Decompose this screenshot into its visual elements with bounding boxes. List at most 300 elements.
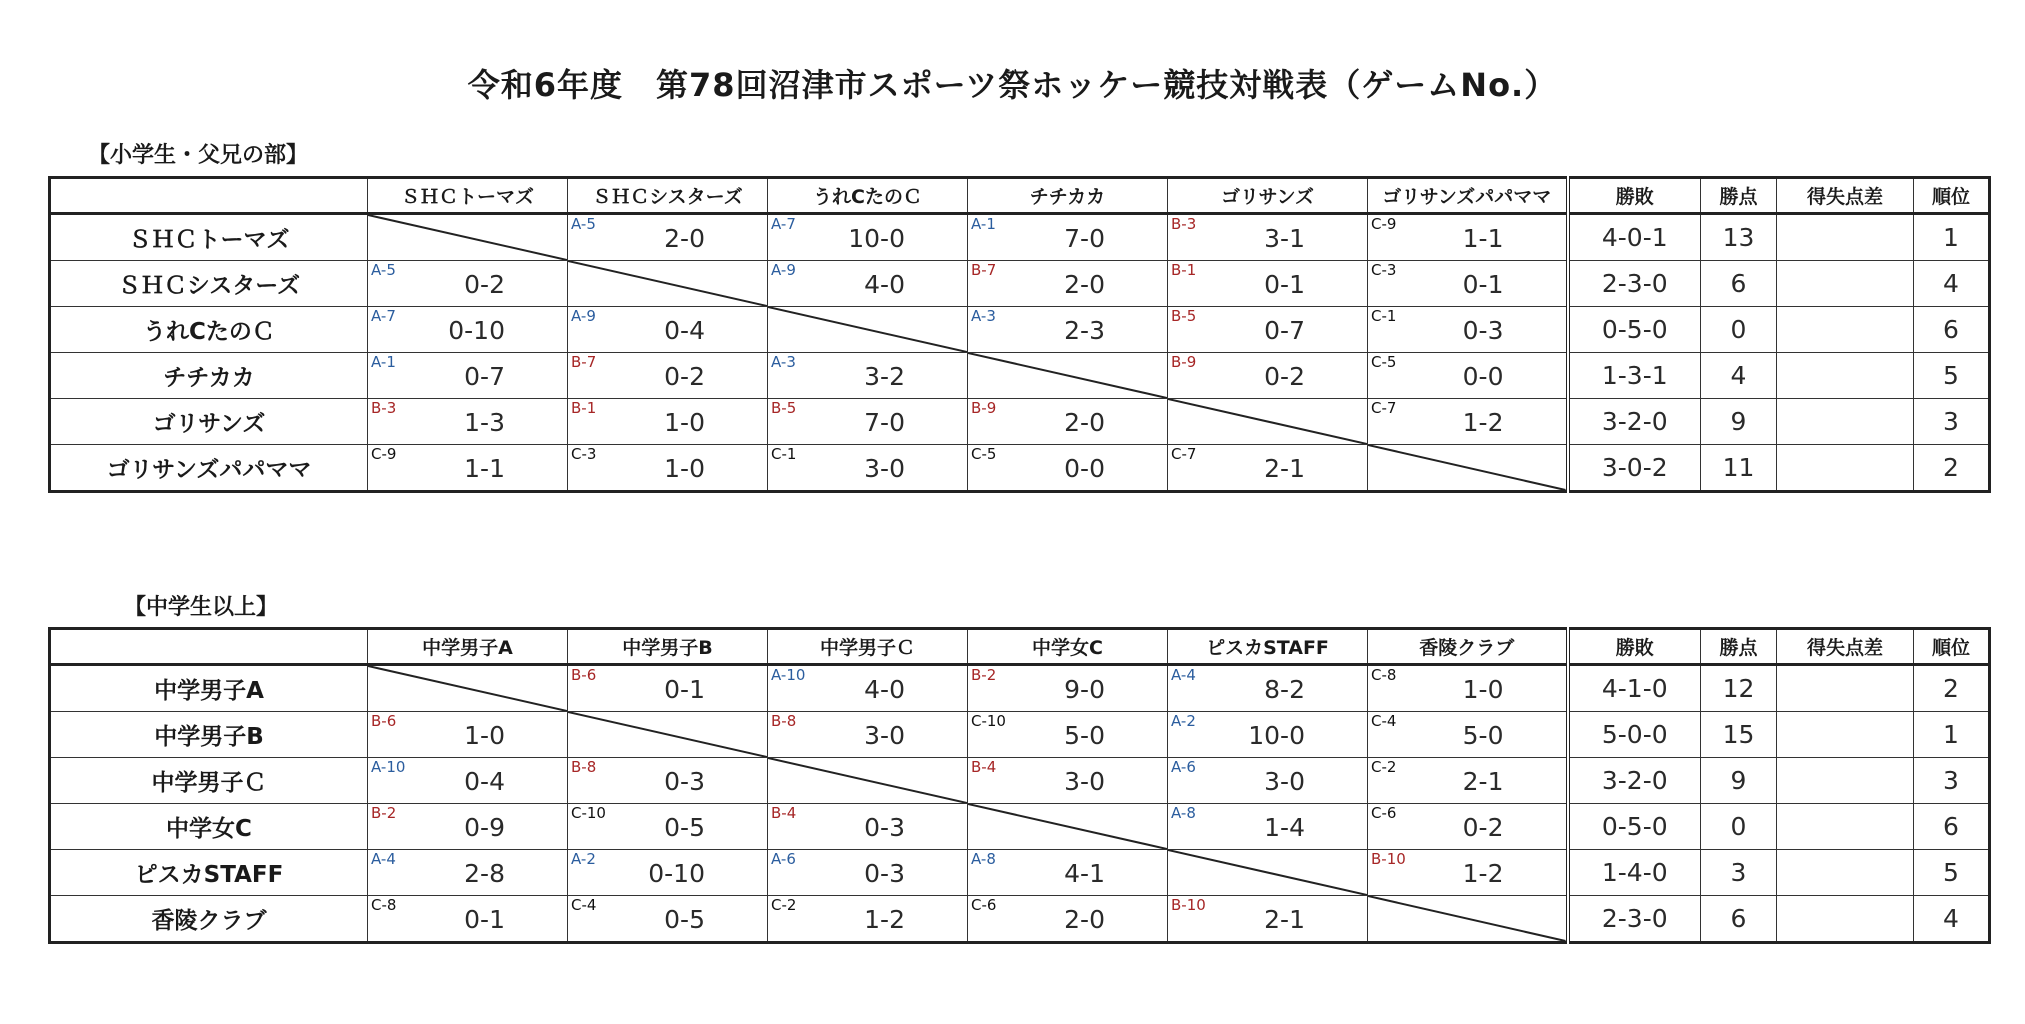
diagonal-line [768, 758, 967, 803]
self-match-cell [968, 353, 1168, 399]
match-score: 3-0 [864, 454, 905, 483]
match-cell [1168, 261, 1368, 307]
stat-column-header: 得失点差 [1777, 178, 1914, 214]
game-number: A-6 [1171, 758, 1196, 776]
game-number: C-7 [1171, 445, 1197, 463]
win-loss-record: 1-4-0 [1568, 850, 1701, 896]
game-number: A-4 [1171, 666, 1196, 684]
match-score: 0-1 [664, 675, 705, 704]
rank-value: 3 [1914, 399, 1990, 445]
match-score: 0-3 [664, 767, 705, 796]
win-loss-record: 2-3-0 [1568, 261, 1701, 307]
diagonal-line [568, 261, 767, 306]
header-row [50, 178, 1990, 214]
match-score: 9-0 [1064, 675, 1105, 704]
table-row [50, 307, 1990, 353]
points-value: 0 [1701, 804, 1777, 850]
points-value: 4 [1701, 353, 1777, 399]
match-score: 2-0 [1064, 270, 1105, 299]
win-loss-record: 3-2-0 [1568, 758, 1701, 804]
game-number: B-10 [1171, 896, 1206, 914]
corner-cell [50, 178, 368, 214]
match-cell [1368, 307, 1568, 353]
team-row-name: 中学男子B [50, 712, 368, 758]
match-cell [1168, 445, 1368, 492]
table-row [50, 445, 1990, 492]
match-score: 2-8 [464, 859, 505, 888]
match-score: 1-0 [464, 721, 505, 750]
team-row-name: ＳＨＣトーマズ [50, 214, 368, 261]
game-number: A-10 [371, 758, 406, 776]
match-cell [1168, 353, 1368, 399]
match-cell [968, 758, 1168, 804]
match-cell [1368, 850, 1568, 896]
match-score: 0-5 [664, 905, 705, 934]
game-number: B-10 [1371, 850, 1406, 868]
diagonal-line [1368, 896, 1566, 941]
match-score: 0-0 [1064, 454, 1105, 483]
team-column-header: 香陵クラブ [1368, 629, 1568, 665]
rank-value: 6 [1914, 307, 1990, 353]
match-cell [368, 896, 568, 943]
game-number: B-9 [971, 399, 997, 417]
goal-difference [1777, 445, 1914, 492]
match-cell [368, 712, 568, 758]
team-row-name: ゴリサンズパパママ [50, 445, 368, 492]
match-cell [768, 261, 968, 307]
points-value: 13 [1701, 214, 1777, 261]
match-cell [1168, 758, 1368, 804]
diagonal-line [1168, 850, 1367, 895]
match-score: 0-3 [864, 859, 905, 888]
win-loss-record: 5-0-0 [1568, 712, 1701, 758]
match-score: 2-0 [664, 224, 705, 253]
self-match-cell [1168, 850, 1368, 896]
team-column-header: 中学女C [968, 629, 1168, 665]
game-number: B-1 [571, 399, 597, 417]
diagonal-line [1368, 445, 1566, 490]
self-match-cell [368, 214, 568, 261]
match-score: 1-1 [1462, 224, 1504, 253]
table-row [50, 399, 1990, 445]
points-value: 12 [1701, 665, 1777, 712]
match-score: 4-0 [864, 270, 905, 299]
diagonal-line [368, 666, 567, 711]
goal-difference [1777, 307, 1914, 353]
rank-value: 2 [1914, 665, 1990, 712]
table-row [50, 712, 1990, 758]
team-column-header: 中学男子A [368, 629, 568, 665]
match-cell [1368, 804, 1568, 850]
match-score: 1-1 [464, 454, 505, 483]
game-number: A-9 [571, 307, 596, 325]
match-score: 1-2 [864, 905, 905, 934]
stat-column-header: 順位 [1914, 178, 1990, 214]
table-row [50, 261, 1990, 307]
match-cell [568, 214, 768, 261]
match-score: 2-0 [1064, 905, 1105, 934]
match-score: 8-2 [1264, 675, 1305, 704]
match-score: 0-2 [464, 270, 505, 299]
win-loss-record: 0-5-0 [1568, 804, 1701, 850]
game-number: B-2 [971, 666, 997, 684]
match-table-junior-high [48, 627, 1991, 944]
match-cell [1368, 214, 1568, 261]
match-score: 1-2 [1462, 408, 1504, 437]
match-score: 0-10 [648, 859, 705, 888]
match-score: 5-0 [1064, 721, 1105, 750]
rank-value: 3 [1914, 758, 1990, 804]
game-number: B-9 [1171, 353, 1197, 371]
diagonal-line [968, 804, 1167, 849]
table-row [50, 758, 1990, 804]
self-match-cell [568, 261, 768, 307]
win-loss-record: 4-1-0 [1568, 665, 1701, 712]
match-cell [568, 804, 768, 850]
match-score: 3-2 [864, 362, 905, 391]
team-column-header: 中学男子Ｃ [768, 629, 968, 665]
game-number: A-1 [971, 215, 996, 233]
self-match-cell [768, 307, 968, 353]
win-loss-record: 0-5-0 [1568, 307, 1701, 353]
match-cell [568, 353, 768, 399]
game-number: C-6 [1371, 804, 1397, 822]
game-number: C-1 [771, 445, 797, 463]
team-row-name: ピスカSTAFF [50, 850, 368, 896]
match-cell [1368, 758, 1568, 804]
game-number: C-9 [371, 445, 397, 463]
game-number: A-9 [771, 261, 796, 279]
match-cell [368, 399, 568, 445]
team-column-header: チチカカ [968, 178, 1168, 214]
match-score: 0-9 [464, 813, 505, 842]
game-number: C-3 [1371, 261, 1397, 279]
match-cell [368, 307, 568, 353]
table-row [50, 214, 1990, 261]
match-score: 5-0 [1462, 721, 1504, 750]
team-row-name: ゴリサンズ [50, 399, 368, 445]
match-score: 0-10 [448, 316, 505, 345]
game-number: A-4 [371, 850, 396, 868]
match-score: 3-1 [1264, 224, 1305, 253]
match-cell [968, 712, 1168, 758]
table-row [50, 896, 1990, 943]
match-score: 4-1 [1064, 859, 1105, 888]
match-cell [568, 399, 768, 445]
team-row-name: 中学女C [50, 804, 368, 850]
match-cell [968, 261, 1168, 307]
team-row-name: うれCたのＣ [50, 307, 368, 353]
game-number: A-5 [371, 261, 396, 279]
self-match-cell [1368, 445, 1568, 492]
diagonal-line [568, 712, 767, 757]
match-cell [968, 665, 1168, 712]
diagonal-line [1168, 399, 1367, 444]
match-score: 0-2 [664, 362, 705, 391]
match-score: 1-0 [664, 408, 705, 437]
rank-value: 2 [1914, 445, 1990, 492]
win-loss-record: 2-3-0 [1568, 896, 1701, 943]
match-score: 2-1 [1264, 905, 1305, 934]
match-score: 2-1 [1462, 767, 1504, 796]
game-number: C-4 [1371, 712, 1397, 730]
match-cell [768, 712, 968, 758]
goal-difference [1777, 353, 1914, 399]
goal-difference [1777, 896, 1914, 943]
match-cell [368, 445, 568, 492]
stat-column-header: 勝点 [1701, 629, 1777, 665]
game-number: C-5 [1371, 353, 1397, 371]
match-cell [568, 896, 768, 943]
self-match-cell [1168, 399, 1368, 445]
game-number: C-4 [571, 896, 597, 914]
team-row-name: ＳＨＣシスターズ [50, 261, 368, 307]
match-score: 1-4 [1264, 813, 1305, 842]
game-number: B-4 [971, 758, 997, 776]
match-score: 10-0 [848, 224, 905, 253]
match-score: 2-0 [1064, 408, 1105, 437]
match-cell [968, 896, 1168, 943]
game-number: C-10 [971, 712, 1006, 730]
game-number: C-10 [571, 804, 606, 822]
match-score: 0-4 [664, 316, 705, 345]
game-number: C-3 [571, 445, 597, 463]
game-number: C-2 [771, 896, 797, 914]
match-cell [568, 445, 768, 492]
match-score: 0-2 [1462, 813, 1504, 842]
win-loss-record: 4-0-1 [1568, 214, 1701, 261]
self-match-cell [768, 758, 968, 804]
win-loss-record: 1-3-1 [1568, 353, 1701, 399]
points-value: 3 [1701, 850, 1777, 896]
match-score: 3-0 [1064, 767, 1105, 796]
match-cell [968, 445, 1168, 492]
game-number: A-7 [371, 307, 396, 325]
match-cell [768, 399, 968, 445]
match-cell [568, 665, 768, 712]
game-number: A-1 [371, 353, 396, 371]
match-score: 10-0 [1248, 721, 1305, 750]
page-title: 令和6年度 第78回沼津市スポーツ祭ホッケー競技対戦表（ゲームNo.） [467, 66, 1558, 104]
table-row [50, 665, 1990, 712]
match-table-elementary [48, 176, 1991, 493]
rank-value: 4 [1914, 896, 1990, 943]
rank-value: 5 [1914, 353, 1990, 399]
game-number: C-8 [1371, 666, 1397, 684]
match-cell [368, 804, 568, 850]
match-cell [768, 214, 968, 261]
match-score: 0-1 [1462, 270, 1504, 299]
match-cell [968, 850, 1168, 896]
match-score: 2-1 [1264, 454, 1305, 483]
match-score: 0-1 [464, 905, 505, 934]
section-label-junior-high: 【中学生以上】 [124, 595, 279, 620]
match-cell [368, 353, 568, 399]
game-number: A-8 [971, 850, 996, 868]
game-number: B-7 [571, 353, 597, 371]
goal-difference [1777, 665, 1914, 712]
rank-value: 6 [1914, 804, 1990, 850]
game-number: B-3 [1171, 215, 1197, 233]
match-cell [1168, 665, 1368, 712]
game-number: B-5 [771, 399, 797, 417]
game-number: B-3 [371, 399, 397, 417]
points-value: 9 [1701, 399, 1777, 445]
diagonal-line [768, 307, 967, 352]
game-number: C-5 [971, 445, 997, 463]
match-cell [768, 353, 968, 399]
win-loss-record: 3-0-2 [1568, 445, 1701, 492]
rank-value: 1 [1914, 214, 1990, 261]
game-number: A-2 [1171, 712, 1196, 730]
table-row [50, 804, 1990, 850]
match-cell [1368, 712, 1568, 758]
rank-value: 5 [1914, 850, 1990, 896]
diagonal-line [968, 353, 1167, 398]
game-number: B-6 [371, 712, 397, 730]
game-number: B-2 [371, 804, 397, 822]
team-column-header: ゴリサンズ [1168, 178, 1368, 214]
team-row-name: チチカカ [50, 353, 368, 399]
goal-difference [1777, 261, 1914, 307]
match-cell [768, 445, 968, 492]
goal-difference [1777, 214, 1914, 261]
game-number: B-8 [571, 758, 597, 776]
game-number: C-2 [1371, 758, 1397, 776]
game-number: B-6 [571, 666, 597, 684]
goal-difference [1777, 712, 1914, 758]
points-value: 0 [1701, 307, 1777, 353]
game-number: B-5 [1171, 307, 1197, 325]
points-value: 9 [1701, 758, 1777, 804]
game-number: A-2 [571, 850, 596, 868]
goal-difference [1777, 758, 1914, 804]
match-score: 3-0 [864, 721, 905, 750]
game-number: C-8 [371, 896, 397, 914]
match-score: 3-0 [1264, 767, 1305, 796]
match-score: 0-0 [1462, 362, 1504, 391]
match-cell [768, 804, 968, 850]
match-cell [1168, 804, 1368, 850]
match-cell [768, 665, 968, 712]
team-row-name: 香陵クラブ [50, 896, 368, 943]
stat-column-header: 勝敗 [1568, 629, 1701, 665]
corner-cell [50, 629, 368, 665]
match-score: 1-0 [1462, 675, 1504, 704]
game-number: C-6 [971, 896, 997, 914]
match-cell [568, 307, 768, 353]
match-cell [368, 850, 568, 896]
stat-column-header: 得失点差 [1777, 629, 1914, 665]
match-score: 1-3 [464, 408, 505, 437]
match-score: 0-3 [864, 813, 905, 842]
match-score: 0-5 [664, 813, 705, 842]
points-value: 15 [1701, 712, 1777, 758]
goal-difference [1777, 399, 1914, 445]
team-column-header: ＳＨＣシスターズ [568, 178, 768, 214]
game-number: A-5 [571, 215, 596, 233]
match-score: 0-3 [1462, 316, 1504, 345]
match-cell [1368, 353, 1568, 399]
table-row [50, 850, 1990, 896]
self-match-cell [568, 712, 768, 758]
team-column-header: ピスカSTAFF [1168, 629, 1368, 665]
game-number: C-7 [1371, 399, 1397, 417]
team-column-header: うれCたのＣ [768, 178, 968, 214]
stat-column-header: 順位 [1914, 629, 1990, 665]
game-number: B-1 [1171, 261, 1197, 279]
match-cell [768, 850, 968, 896]
team-column-header: ゴリサンズパパママ [1368, 178, 1568, 214]
match-cell [768, 896, 968, 943]
table-row [50, 353, 1990, 399]
match-score: 1-2 [1462, 859, 1504, 888]
match-cell [568, 850, 768, 896]
game-number: A-3 [971, 307, 996, 325]
match-score: 0-7 [1264, 316, 1305, 345]
match-cell [1168, 712, 1368, 758]
game-number: C-9 [1371, 215, 1397, 233]
team-row-name: 中学男子Ｃ [50, 758, 368, 804]
match-cell [968, 307, 1168, 353]
diagonal-line [368, 215, 567, 260]
match-cell [568, 758, 768, 804]
match-score: 7-0 [1064, 224, 1105, 253]
match-cell [1368, 261, 1568, 307]
match-score: 0-1 [1264, 270, 1305, 299]
stat-column-header: 勝点 [1701, 178, 1777, 214]
rank-value: 1 [1914, 712, 1990, 758]
match-score: 2-3 [1064, 316, 1105, 345]
team-row-name: 中学男子A [50, 665, 368, 712]
points-value: 11 [1701, 445, 1777, 492]
self-match-cell [368, 665, 568, 712]
game-number: A-6 [771, 850, 796, 868]
match-cell [968, 399, 1168, 445]
game-number: A-7 [771, 215, 796, 233]
team-column-header: ＳＨＣトーマズ [368, 178, 568, 214]
game-number: C-1 [1371, 307, 1397, 325]
match-score: 7-0 [864, 408, 905, 437]
points-value: 6 [1701, 261, 1777, 307]
match-score: 0-2 [1264, 362, 1305, 391]
match-cell [1368, 665, 1568, 712]
match-cell [1368, 399, 1568, 445]
match-score: 0-7 [464, 362, 505, 391]
game-number: A-8 [1171, 804, 1196, 822]
self-match-cell [968, 804, 1168, 850]
match-cell [368, 261, 568, 307]
game-number: B-8 [771, 712, 797, 730]
win-loss-record: 3-2-0 [1568, 399, 1701, 445]
goal-difference [1777, 804, 1914, 850]
match-cell [1168, 896, 1368, 943]
match-cell [1168, 307, 1368, 353]
game-number: A-3 [771, 353, 796, 371]
match-score: 0-4 [464, 767, 505, 796]
match-cell [1168, 214, 1368, 261]
game-number: B-4 [771, 804, 797, 822]
match-cell [968, 214, 1168, 261]
stat-column-header: 勝敗 [1568, 178, 1701, 214]
header-row [50, 629, 1990, 665]
game-number: A-10 [771, 666, 806, 684]
self-match-cell [1368, 896, 1568, 943]
game-number: B-7 [971, 261, 997, 279]
rank-value: 4 [1914, 261, 1990, 307]
match-cell [368, 758, 568, 804]
team-column-header: 中学男子B [568, 629, 768, 665]
